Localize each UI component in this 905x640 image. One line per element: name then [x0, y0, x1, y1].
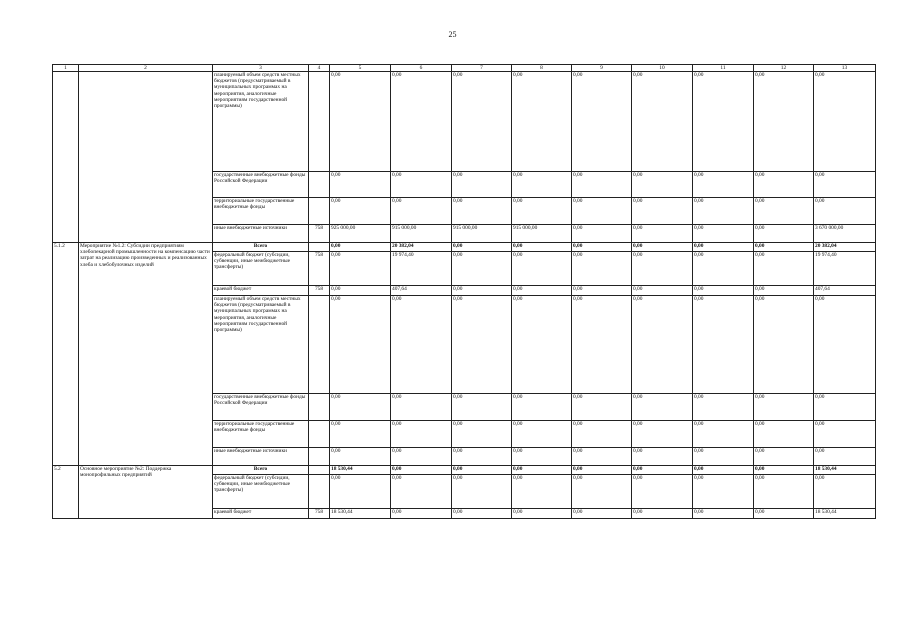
code-cell: [309, 72, 330, 172]
value-cell: 18 530,44: [814, 509, 876, 519]
column-number: 12: [754, 65, 814, 72]
source-label: территориальные государственные внебюджетные фонды: [213, 198, 309, 225]
value-cell: 0,00: [693, 225, 754, 243]
source-label: территориальные государственные внебюджетные фонды: [213, 421, 309, 448]
value-cell: 19 974,40: [391, 252, 452, 286]
value-cell: 0,00: [572, 466, 632, 475]
value-cell: 0,00: [632, 172, 693, 198]
value-cell: 0,00: [452, 296, 512, 394]
value-cell: 0,00: [572, 243, 632, 252]
value-cell: 0,00: [452, 72, 512, 172]
value-cell: 0,00: [452, 243, 512, 252]
value-cell: 0,00: [693, 243, 754, 252]
source-label: федеральный бюджет (субсидии, субвенции, иные межбюджетные трансферты): [213, 252, 309, 286]
column-number: 11: [693, 65, 754, 72]
source-label: краевой бюджет: [213, 509, 309, 519]
value-cell: 0,00: [754, 296, 814, 394]
column-number-row: [53, 65, 876, 72]
value-cell: 0,00: [512, 448, 572, 466]
value-cell: 0,00: [330, 394, 391, 421]
item-title-cell: Мероприятие №1.2: Субсидии предприятиям хлебопекарной промышленности на компенсацию части затрат на реализацию произведенных и реализованных хлеба и хлебобулочных изделий: [79, 243, 213, 466]
value-cell: 0,00: [693, 475, 754, 509]
value-cell: 0,00: [512, 394, 572, 421]
source-label: государственные внебюджетные фонды Российской Федерации: [213, 172, 309, 198]
value-cell: 0,00: [632, 286, 693, 296]
value-cell: 0,00: [391, 72, 452, 172]
table-row: [53, 72, 876, 172]
value-cell: 0,00: [572, 225, 632, 243]
source-label: планируемый объем средств местных бюджетов (предусматриваемый в муниципальных программах на мероприятия, аналогичные мероприятиям государственной программы): [213, 296, 309, 394]
value-cell: 0,00: [391, 448, 452, 466]
value-cell: 915 000,00: [391, 225, 452, 243]
value-cell: 0,00: [693, 394, 754, 421]
value-cell: 0,00: [572, 286, 632, 296]
value-cell: 0,00: [814, 72, 876, 172]
value-cell: 0,00: [754, 394, 814, 421]
code-cell: [309, 172, 330, 198]
value-cell: 915 000,00: [452, 225, 512, 243]
value-cell: 0,00: [512, 466, 572, 475]
code-cell: 758: [309, 286, 330, 296]
column-number: 4: [309, 65, 330, 72]
value-cell: 0,00: [452, 421, 512, 448]
column-number: 1: [53, 65, 79, 72]
value-cell: 0,00: [452, 509, 512, 519]
value-cell: 0,00: [330, 198, 391, 225]
value-cell: 18 530,44: [330, 509, 391, 519]
code-cell: 758: [309, 225, 330, 243]
value-cell: 0,00: [330, 252, 391, 286]
source-label: федеральный бюджет (субсидии, субвенции, иные межбюджетные трансферты): [213, 475, 309, 509]
value-cell: 0,00: [693, 252, 754, 286]
value-cell: 0,00: [632, 198, 693, 225]
value-cell: 0,00: [754, 475, 814, 509]
source-label: планируемый объем средств местных бюджетов (предусматриваемый в муниципальных программах на мероприятия, аналогичные мероприятиям государственной программы): [213, 72, 309, 172]
code-cell: [309, 421, 330, 448]
value-cell: 0,00: [632, 475, 693, 509]
column-number: 2: [79, 65, 213, 72]
value-cell: 0,00: [330, 475, 391, 509]
value-cell: 20 382,04: [814, 243, 876, 252]
budget-table: [52, 64, 876, 519]
value-cell: 0,00: [632, 448, 693, 466]
value-cell: 0,00: [754, 198, 814, 225]
value-cell: 0,00: [572, 72, 632, 172]
column-number: 3: [213, 65, 309, 72]
value-cell: 0,00: [330, 296, 391, 394]
value-cell: 0,00: [814, 198, 876, 225]
item-title-cell: Основное мероприятие №2: Поддержка монопрофильных предприятий: [79, 466, 213, 519]
value-cell: 0,00: [693, 72, 754, 172]
value-cell: 0,00: [512, 252, 572, 286]
value-cell: 0,00: [452, 466, 512, 475]
value-cell: 0,00: [814, 448, 876, 466]
item-number-cell: [53, 72, 79, 243]
value-cell: 0,00: [512, 296, 572, 394]
value-cell: 0,00: [330, 172, 391, 198]
value-cell: 0,00: [572, 252, 632, 286]
value-cell: 0,00: [452, 198, 512, 225]
value-cell: 407,64: [814, 286, 876, 296]
column-number: 10: [632, 65, 693, 72]
value-cell: 0,00: [452, 286, 512, 296]
value-cell: 0,00: [754, 509, 814, 519]
value-cell: 0,00: [572, 172, 632, 198]
value-cell: 0,00: [754, 72, 814, 172]
value-cell: 0,00: [814, 172, 876, 198]
value-cell: 0,00: [391, 172, 452, 198]
source-label: краевой бюджет: [213, 286, 309, 296]
code-cell: [309, 296, 330, 394]
value-cell: 0,00: [452, 475, 512, 509]
value-cell: 0,00: [572, 475, 632, 509]
value-cell: 0,00: [330, 72, 391, 172]
column-number: 6: [391, 65, 452, 72]
value-cell: 0,00: [693, 198, 754, 225]
value-cell: 0,00: [632, 252, 693, 286]
value-cell: 0,00: [632, 466, 693, 475]
value-cell: 0,00: [391, 394, 452, 421]
value-cell: 3 670 000,00: [814, 225, 876, 243]
value-cell: 407,64: [391, 286, 452, 296]
value-cell: 0,00: [754, 421, 814, 448]
value-cell: 0,00: [693, 286, 754, 296]
value-cell: 0,00: [452, 448, 512, 466]
column-number: 7: [452, 65, 512, 72]
code-cell: [309, 198, 330, 225]
value-cell: 0,00: [452, 252, 512, 286]
value-cell: 915 000,00: [512, 225, 572, 243]
item-number-cell: 5.2: [53, 466, 79, 519]
value-cell: 0,00: [754, 243, 814, 252]
value-cell: 0,00: [391, 509, 452, 519]
value-cell: 0,00: [391, 421, 452, 448]
value-cell: 0,00: [754, 252, 814, 286]
value-cell: 0,00: [754, 448, 814, 466]
value-cell: 18 530,44: [814, 466, 876, 475]
source-label: иные внебюджетные источники: [213, 225, 309, 243]
value-cell: 0,00: [512, 172, 572, 198]
column-number: 9: [572, 65, 632, 72]
value-cell: 0,00: [754, 172, 814, 198]
source-label: Всего: [213, 466, 309, 475]
value-cell: 19 974,40: [814, 252, 876, 286]
value-cell: 0,00: [632, 225, 693, 243]
value-cell: 0,00: [632, 296, 693, 394]
value-cell: 0,00: [693, 172, 754, 198]
value-cell: 0,00: [512, 243, 572, 252]
value-cell: 0,00: [632, 421, 693, 448]
value-cell: 0,00: [572, 509, 632, 519]
page-number: 25: [448, 30, 457, 39]
value-cell: 0,00: [632, 72, 693, 172]
value-cell: 0,00: [632, 509, 693, 519]
value-cell: 0,00: [693, 448, 754, 466]
code-cell: [309, 243, 330, 252]
value-cell: 0,00: [693, 509, 754, 519]
source-label: государственные внебюджетные фонды Российской Федерации: [213, 394, 309, 421]
item-number-cell: 5.1.2: [53, 243, 79, 466]
value-cell: 0,00: [512, 286, 572, 296]
table-row: [53, 466, 876, 475]
value-cell: 0,00: [330, 448, 391, 466]
value-cell: 0,00: [754, 225, 814, 243]
column-number: 5: [330, 65, 391, 72]
source-label: иные внебюджетные источники: [213, 448, 309, 466]
code-cell: [309, 475, 330, 509]
value-cell: 0,00: [330, 243, 391, 252]
code-cell: 758: [309, 509, 330, 519]
value-cell: 0,00: [814, 394, 876, 421]
value-cell: 0,00: [452, 394, 512, 421]
value-cell: 0,00: [391, 466, 452, 475]
value-cell: 0,00: [512, 198, 572, 225]
value-cell: 0,00: [572, 296, 632, 394]
value-cell: 18 530,44: [330, 466, 391, 475]
value-cell: 0,00: [754, 286, 814, 296]
value-cell: 0,00: [330, 421, 391, 448]
value-cell: 0,00: [512, 509, 572, 519]
code-cell: [309, 466, 330, 475]
value-cell: 0,00: [452, 172, 512, 198]
column-number: 8: [512, 65, 572, 72]
value-cell: 0,00: [572, 421, 632, 448]
value-cell: 0,00: [512, 421, 572, 448]
value-cell: 925 000,00: [330, 225, 391, 243]
item-title-cell: [79, 72, 213, 243]
value-cell: 0,00: [572, 198, 632, 225]
value-cell: 0,00: [391, 296, 452, 394]
source-label: Всего: [213, 243, 309, 252]
value-cell: 0,00: [814, 296, 876, 394]
table-row: [53, 243, 876, 252]
value-cell: 0,00: [693, 421, 754, 448]
value-cell: 0,00: [512, 475, 572, 509]
value-cell: 0,00: [512, 72, 572, 172]
value-cell: 0,00: [693, 466, 754, 475]
value-cell: 0,00: [632, 243, 693, 252]
value-cell: 0,00: [814, 475, 876, 509]
value-cell: 0,00: [693, 296, 754, 394]
value-cell: 0,00: [330, 286, 391, 296]
value-cell: 20 382,04: [391, 243, 452, 252]
code-cell: 758: [309, 252, 330, 286]
value-cell: 0,00: [391, 475, 452, 509]
code-cell: [309, 394, 330, 421]
value-cell: 0,00: [632, 394, 693, 421]
value-cell: 0,00: [814, 421, 876, 448]
value-cell: 0,00: [754, 466, 814, 475]
value-cell: 0,00: [391, 198, 452, 225]
value-cell: 0,00: [572, 394, 632, 421]
code-cell: [309, 448, 330, 466]
column-number: 13: [814, 65, 876, 72]
value-cell: 0,00: [572, 448, 632, 466]
